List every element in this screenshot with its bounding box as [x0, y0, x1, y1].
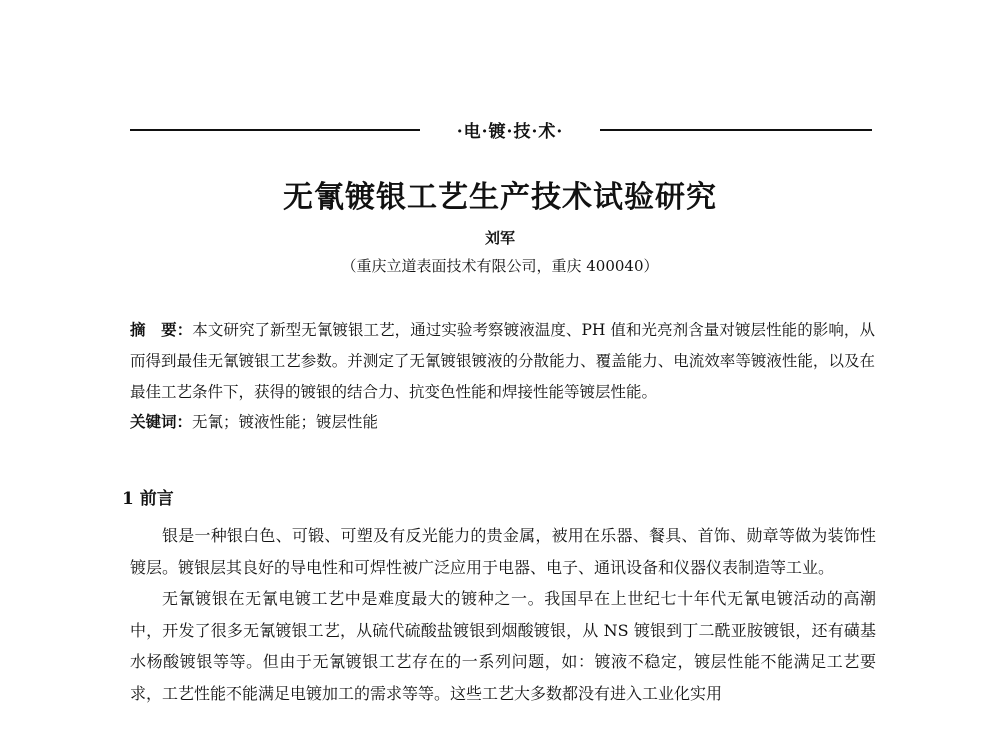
paragraph: 银是一种银白色、可锻、可塑及有反光能力的贵金属，被用在乐器、餐具、首饰、勋章等做为装饰性镀层。镀银层其良好的导电性和可焊性被广泛应用于电器、电子、通讯设备和仪器仪表制造等工业。 — [130, 526, 876, 577]
paper-title: 无氰镀银工艺生产技术试验研究 — [283, 180, 717, 215]
section-rule-left — [130, 129, 420, 131]
paragraph: 无氰镀银在无氰电镀工艺中是难度最大的镀种之一。我国早在上世纪七十年代无氰电镀活动的高潮中，开发了很多无氰镀银工艺，从硫代硫酸盐镀银到烟酸镀银，从 NS 镀银到丁二酰亚胺镀银，还有磺基水杨酸镀银等等。但由于无氰镀银工艺存在的一系列问题，如：镀液不稳定，镀层性能不能满足工艺要求，工艺性能不能满足电镀加工的需求等等。这些工艺大多数都没有进入工业化实用 — [130, 589, 876, 703]
keywords-text: 无氰；镀液性能；镀层性能 — [192, 413, 379, 431]
body-text — [130, 520, 876, 709]
abstract-text: 本文研究了新型无氰镀银工艺，通过实验考察镀液温度、PH 值和光亮剂含量对镀层性能的影响，从而得到最佳无氰镀银工艺参数。并测定了无氰镀银镀液的分散能力、覆盖能力、电流效率等镀液性能，以及在最佳工艺条件下，获得的镀银的结合力、抗变色性能和焊接性能等镀层性能。 — [130, 321, 875, 401]
author: 刘军 — [484, 229, 515, 247]
section-heading: 1 前言 — [122, 489, 174, 509]
abstract-label: 摘 要： — [130, 320, 193, 339]
keywords — [130, 410, 875, 434]
affiliation: （重庆立道表面技术有限公司，重庆 400040） — [341, 257, 659, 275]
keywords-label: 关键词： — [130, 412, 193, 431]
section-rule-right — [600, 129, 872, 131]
section-label: ·电·镀·技·术· — [456, 122, 564, 142]
abstract — [130, 314, 875, 408]
